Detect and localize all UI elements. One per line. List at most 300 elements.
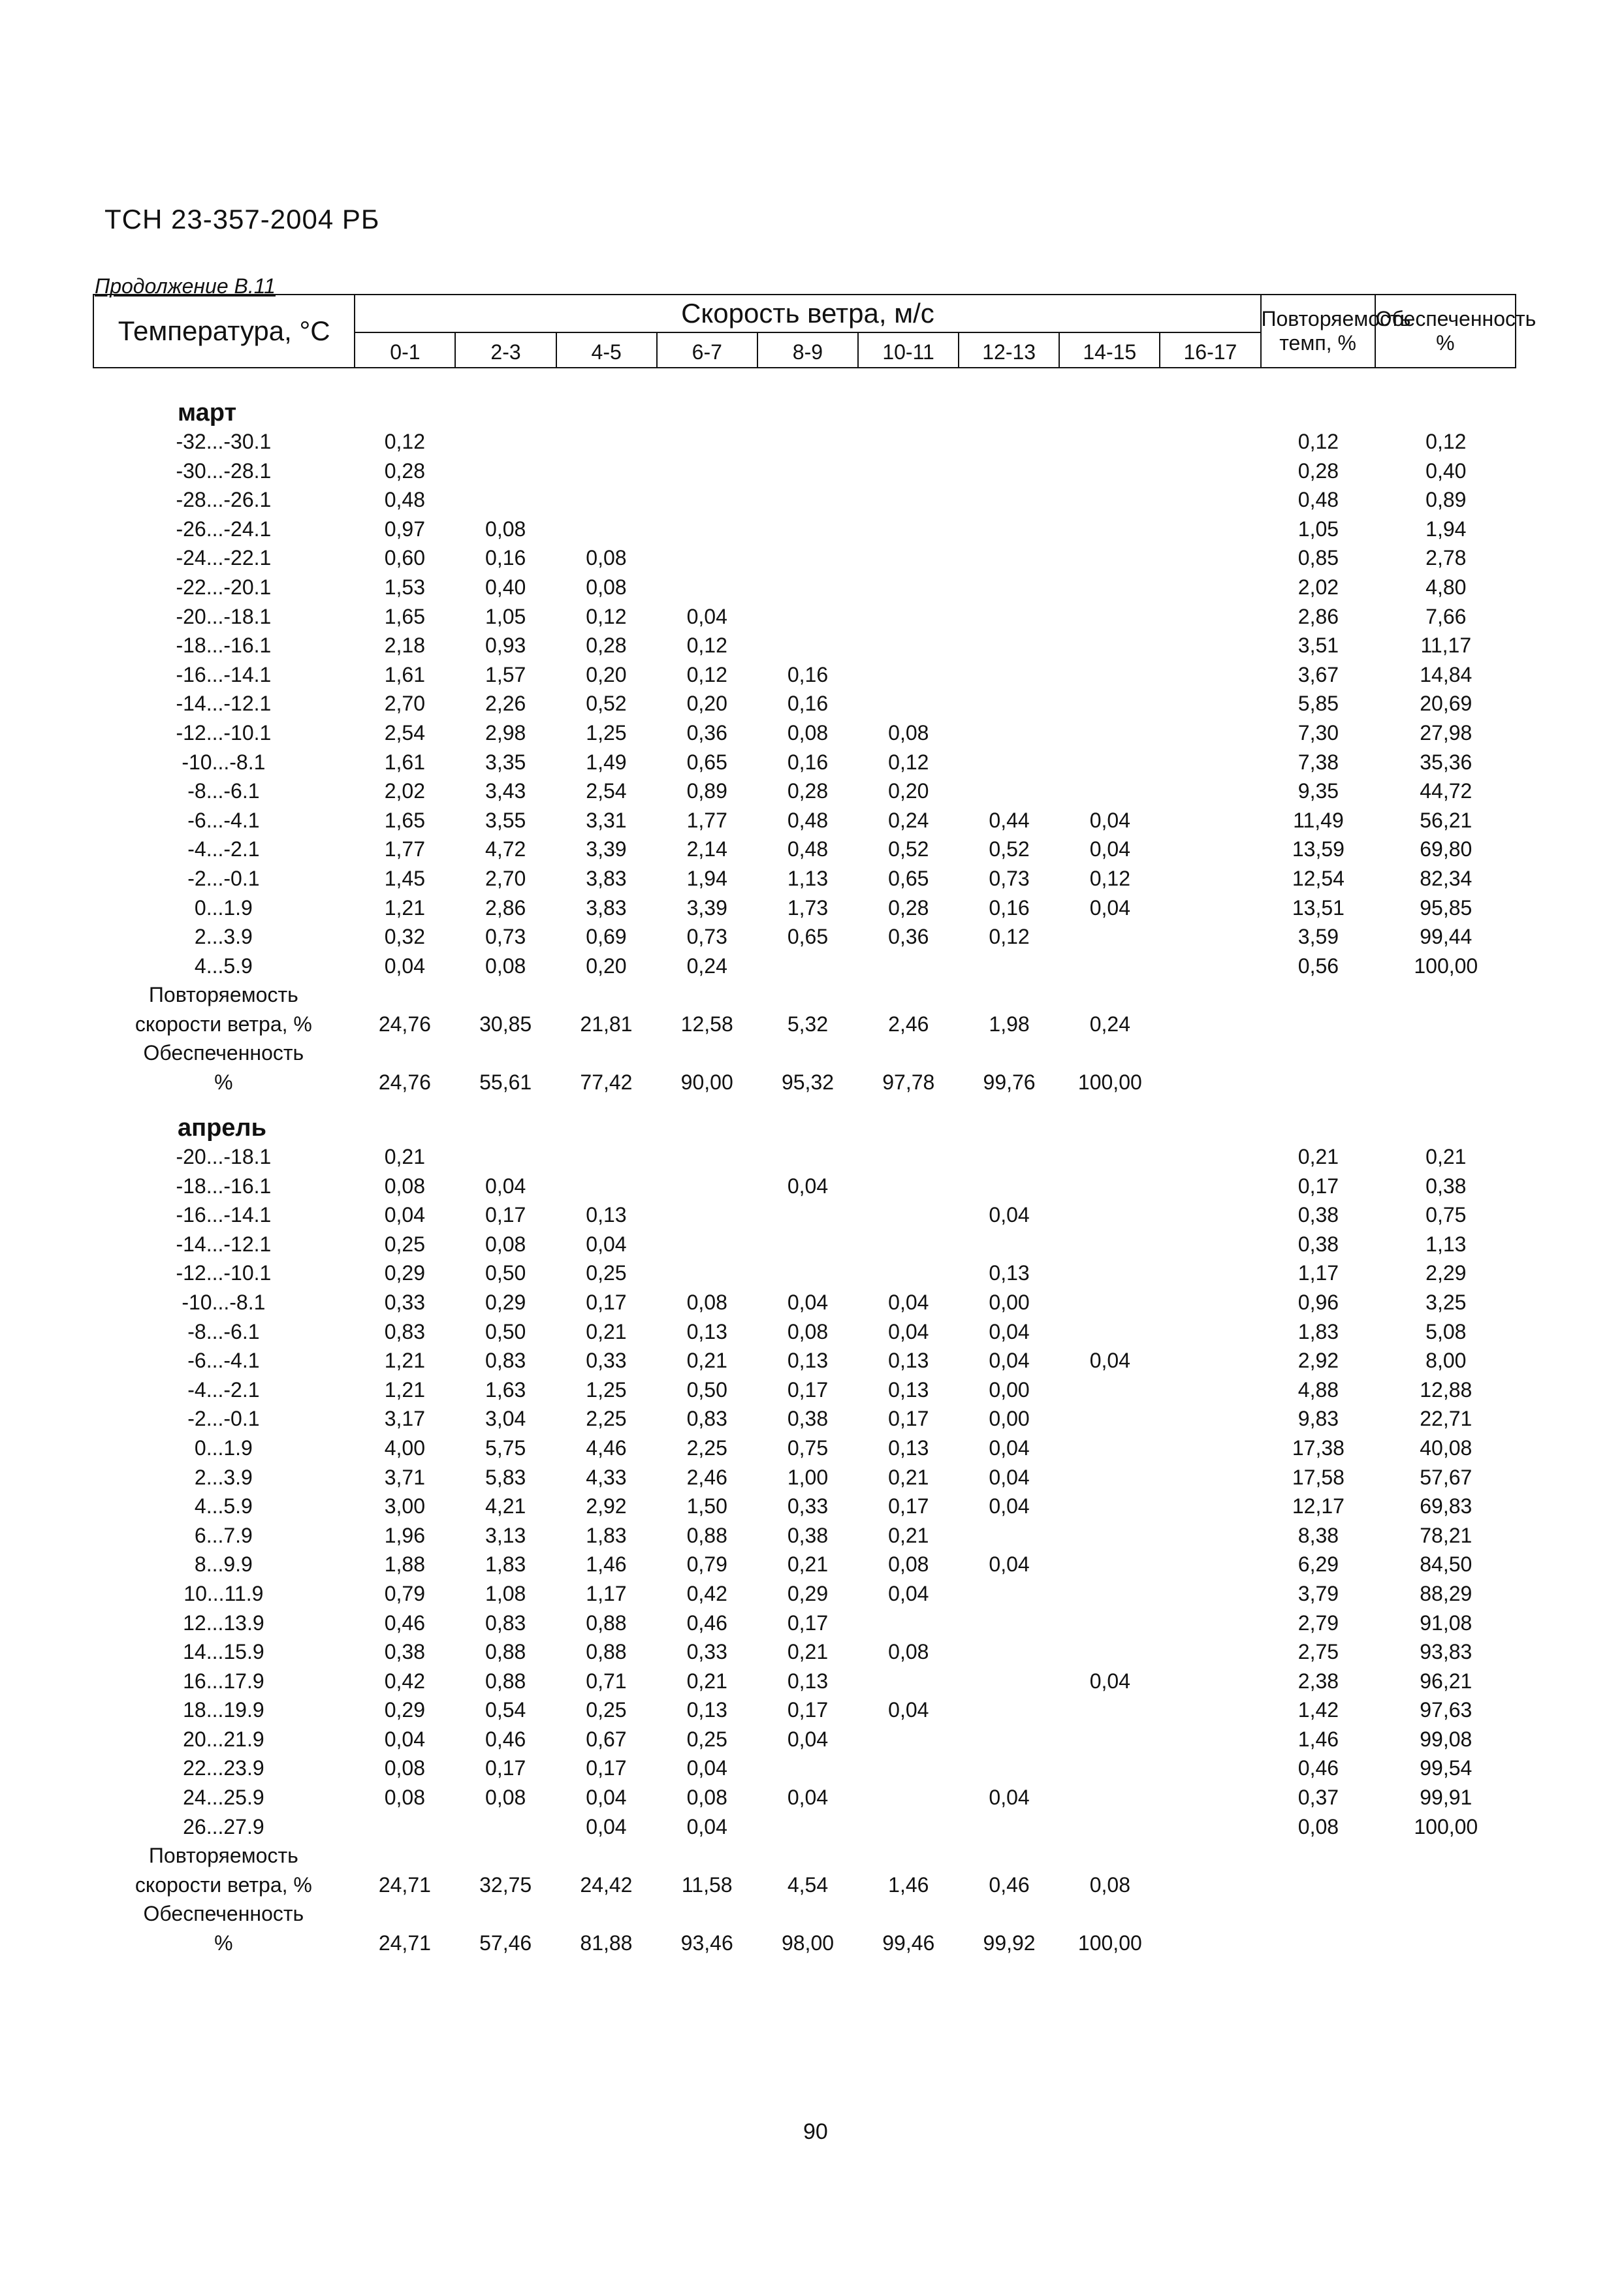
empty-cell xyxy=(1160,1068,1261,1097)
frequency-value xyxy=(858,1259,959,1288)
frequency-value: 0,69 xyxy=(586,925,627,949)
frequency-value xyxy=(858,660,959,690)
frequency-value: 0,46 xyxy=(485,1727,526,1751)
repeat-value: 1,17 xyxy=(1298,1261,1339,1285)
frequency-value: 3,00 xyxy=(384,1494,426,1518)
frequency-value: 0,17 xyxy=(787,1611,829,1635)
frequency-value xyxy=(1060,1200,1160,1230)
frequency-value: 0,38 xyxy=(787,1407,829,1431)
frequency-value xyxy=(455,457,556,486)
frequency-value: 2,46 xyxy=(686,1465,727,1489)
repeat-value: 12,17 xyxy=(1292,1494,1345,1518)
summary-value: 24,76 xyxy=(378,1070,431,1095)
temperature-range: 0...1.9 xyxy=(194,895,253,920)
frequency-value: 0,24 xyxy=(686,954,727,978)
frequency-value: 0,12 xyxy=(586,604,627,628)
repeat-value: 7,30 xyxy=(1298,720,1339,745)
table-row xyxy=(93,1259,1516,1288)
repeat-value: 8,38 xyxy=(1298,1523,1339,1547)
temperature-range: -10...-8.1 xyxy=(182,750,266,774)
frequency-value: 0,12 xyxy=(1089,866,1130,890)
frequency-value: 1,63 xyxy=(485,1377,526,1402)
repeat-value: 2,92 xyxy=(1298,1349,1339,1373)
frequency-value xyxy=(1060,1695,1160,1725)
empty-cell xyxy=(355,1038,455,1068)
frequency-value xyxy=(959,1695,1059,1725)
temperature-header: Температура, °С xyxy=(93,295,355,368)
summary-label: % xyxy=(214,1070,233,1095)
frequency-value: 2,54 xyxy=(586,779,627,803)
frequency-value: 0,08 xyxy=(485,1786,526,1810)
empty-cell xyxy=(1060,980,1160,1010)
frequency-value: 0,16 xyxy=(787,692,829,716)
repeat-value: 1,83 xyxy=(1298,1319,1339,1343)
frequency-value: 1,45 xyxy=(384,866,426,890)
frequency-value: 0,21 xyxy=(787,1552,829,1577)
frequency-value xyxy=(1060,1463,1160,1492)
frequency-value: 0,04 xyxy=(787,1290,829,1314)
frequency-value: 0,04 xyxy=(384,954,426,978)
april-section xyxy=(93,1114,1516,1958)
frequency-value xyxy=(1160,1259,1261,1288)
frequency-value xyxy=(1060,748,1160,777)
table-row xyxy=(93,1463,1516,1492)
table-row xyxy=(93,1695,1516,1725)
frequency-value xyxy=(858,1200,959,1230)
summary-value: 32,75 xyxy=(479,1872,532,1897)
frequency-value: 0,08 xyxy=(888,1552,929,1577)
frequency-value xyxy=(1060,718,1160,748)
speed-range-header: 0-1 xyxy=(355,332,455,368)
frequency-value xyxy=(1160,1434,1261,1463)
supply-value: 99,44 xyxy=(1420,925,1473,949)
frequency-value xyxy=(1060,573,1160,602)
frequency-value xyxy=(1160,1463,1261,1492)
empty-cell xyxy=(556,1899,656,1929)
frequency-value: 0,28 xyxy=(888,895,929,920)
frequency-value: 0,38 xyxy=(787,1523,829,1547)
temperature-range: -12...-10.1 xyxy=(176,1261,272,1285)
frequency-value xyxy=(1160,893,1261,923)
april-summary xyxy=(93,1841,1516,1957)
temperature-range: 8...9.9 xyxy=(194,1552,253,1577)
empty-cell xyxy=(355,980,455,1010)
frequency-value xyxy=(858,515,959,544)
april-table xyxy=(93,1142,1516,1841)
frequency-value xyxy=(757,543,858,573)
frequency-value xyxy=(1060,1404,1160,1434)
frequency-value xyxy=(1160,1317,1261,1347)
frequency-value: 0,65 xyxy=(888,866,929,890)
table-row xyxy=(93,1812,1516,1842)
frequency-value xyxy=(1160,952,1261,981)
summary-label: % xyxy=(214,1931,233,1955)
frequency-value: 0,16 xyxy=(485,546,526,570)
frequency-value: 1,57 xyxy=(485,662,526,686)
empty-cell xyxy=(455,1038,556,1068)
frequency-value: 0,73 xyxy=(989,866,1030,890)
repeat-value: 3,59 xyxy=(1298,925,1339,949)
frequency-value: 0,83 xyxy=(686,1407,727,1431)
frequency-value: 0,17 xyxy=(888,1494,929,1518)
frequency-value xyxy=(959,1230,1059,1259)
summary-value: 57,46 xyxy=(479,1931,532,1955)
frequency-value xyxy=(355,1812,455,1842)
frequency-value: 1,53 xyxy=(384,575,426,599)
empty-cell xyxy=(757,1899,858,1929)
frequency-value: 0,04 xyxy=(1089,895,1130,920)
supply-value: 22,71 xyxy=(1420,1407,1473,1431)
empty-cell xyxy=(1261,1010,1375,1039)
frequency-value: 0,04 xyxy=(989,1319,1030,1343)
frequency-value: 3,43 xyxy=(485,779,526,803)
frequency-value: 0,13 xyxy=(586,1203,627,1227)
frequency-value: 0,21 xyxy=(686,1669,727,1693)
repeat-value: 1,42 xyxy=(1298,1698,1339,1722)
march-section xyxy=(93,398,1516,1097)
frequency-value: 0,33 xyxy=(686,1640,727,1664)
frequency-value: 0,32 xyxy=(384,925,426,949)
table-row xyxy=(93,1288,1516,1317)
frequency-value: 0,21 xyxy=(384,1145,426,1168)
temperature-range: -14...-12.1 xyxy=(176,1232,272,1256)
frequency-value: 0,13 xyxy=(787,1349,829,1373)
repeat-value: 1,46 xyxy=(1298,1727,1339,1751)
frequency-value: 0,04 xyxy=(888,1319,929,1343)
frequency-value: 1,08 xyxy=(485,1581,526,1605)
frequency-value xyxy=(455,1142,556,1172)
supply-value: 57,67 xyxy=(1420,1465,1473,1489)
frequency-value: 0,20 xyxy=(686,692,727,716)
empty-cell xyxy=(1261,1038,1375,1068)
summary-label: скорости ветра, % xyxy=(135,1012,312,1036)
frequency-value: 0,04 xyxy=(1089,1669,1130,1693)
frequency-value: 0,79 xyxy=(384,1581,426,1605)
frequency-value: 0,04 xyxy=(586,1232,627,1256)
summary-value: 1,46 xyxy=(888,1872,929,1897)
repeat-value: 6,29 xyxy=(1298,1552,1339,1577)
frequency-value xyxy=(959,1667,1059,1696)
speed-range-header: 16-17 xyxy=(1160,332,1260,368)
repeat-value: 3,79 xyxy=(1298,1581,1339,1605)
empty-cell xyxy=(1060,1899,1160,1929)
repeat-value: 0,96 xyxy=(1298,1290,1339,1314)
frequency-value: 3,17 xyxy=(384,1407,426,1431)
frequency-value: 0,16 xyxy=(989,895,1030,920)
frequency-value xyxy=(1160,1288,1261,1317)
summary-value: 24,71 xyxy=(378,1872,431,1897)
supply-value: 100,00 xyxy=(1414,1814,1478,1838)
frequency-value xyxy=(1160,1579,1261,1609)
frequency-value: 0,08 xyxy=(787,720,829,745)
frequency-value: 0,04 xyxy=(989,1786,1030,1810)
supply-value: 82,34 xyxy=(1420,866,1473,890)
frequency-value: 1,61 xyxy=(384,662,426,686)
frequency-value: 0,88 xyxy=(586,1611,627,1635)
repeat-value: 5,85 xyxy=(1298,692,1339,716)
frequency-value: 0,65 xyxy=(686,750,727,774)
empty-cell xyxy=(657,980,757,1010)
empty-cell xyxy=(959,1841,1059,1870)
frequency-value xyxy=(1060,427,1160,457)
frequency-value: 0,83 xyxy=(384,1319,426,1343)
temperature-range: -16...-14.1 xyxy=(176,662,272,686)
frequency-value xyxy=(1160,573,1261,602)
frequency-value xyxy=(959,1142,1059,1172)
temperature-range: 10...11.9 xyxy=(183,1581,264,1605)
supply-value: 95,85 xyxy=(1420,895,1473,920)
empty-cell xyxy=(1261,1870,1375,1900)
frequency-value: 0,65 xyxy=(787,925,829,949)
temperature-range: -24...-22.1 xyxy=(176,546,272,570)
frequency-value: 0,50 xyxy=(485,1261,526,1285)
frequency-value: 0,13 xyxy=(888,1377,929,1402)
table-row xyxy=(93,806,1516,835)
repeat-value: 0,37 xyxy=(1298,1786,1339,1810)
speed-range-header: 2-3 xyxy=(455,332,556,368)
frequency-value xyxy=(858,427,959,457)
frequency-value: 1,25 xyxy=(586,1377,627,1402)
temperature-range: -22...-20.1 xyxy=(176,575,272,599)
frequency-value: 2,25 xyxy=(586,1407,627,1431)
frequency-value: 0,73 xyxy=(485,925,526,949)
frequency-value xyxy=(959,1725,1059,1754)
frequency-value xyxy=(1060,1754,1160,1783)
empty-cell xyxy=(1376,1870,1516,1900)
frequency-value xyxy=(1160,1550,1261,1579)
frequency-value xyxy=(1160,689,1261,718)
frequency-value xyxy=(1160,835,1261,864)
table-row xyxy=(93,718,1516,748)
frequency-value: 0,29 xyxy=(384,1698,426,1722)
frequency-value: 0,50 xyxy=(485,1319,526,1343)
frequency-value: 4,21 xyxy=(485,1494,526,1518)
frequency-value: 0,88 xyxy=(485,1669,526,1693)
frequency-value xyxy=(1160,777,1261,806)
temperature-range: 26...27.9 xyxy=(183,1814,264,1838)
frequency-value: 0,67 xyxy=(586,1727,627,1751)
frequency-value xyxy=(1160,1783,1261,1812)
empty-cell xyxy=(959,1899,1059,1929)
repeat-value: 0,85 xyxy=(1298,546,1339,570)
frequency-value: 0,08 xyxy=(485,954,526,978)
frequency-value: 0,20 xyxy=(888,779,929,803)
frequency-value: 0,60 xyxy=(384,546,426,570)
frequency-value: 3,13 xyxy=(485,1523,526,1547)
frequency-value: 1,50 xyxy=(686,1494,727,1518)
frequency-value: 2,70 xyxy=(384,692,426,716)
frequency-value xyxy=(757,631,858,660)
summary-value: 100,00 xyxy=(1077,1931,1142,1955)
supply-value: 0,89 xyxy=(1425,488,1467,512)
table-row xyxy=(93,864,1516,893)
frequency-value: 0,20 xyxy=(586,662,627,686)
frequency-value: 0,04 xyxy=(989,1465,1030,1489)
empty-cell xyxy=(959,980,1059,1010)
frequency-value xyxy=(757,602,858,632)
frequency-value xyxy=(1160,485,1261,515)
frequency-value: 0,04 xyxy=(1089,837,1130,861)
frequency-value: 0,83 xyxy=(485,1611,526,1635)
frequency-value xyxy=(757,1812,858,1842)
frequency-value: 0,04 xyxy=(384,1727,426,1751)
frequency-value xyxy=(657,543,757,573)
frequency-value: 1,46 xyxy=(586,1552,627,1577)
temperature-range: 18...19.9 xyxy=(183,1698,264,1722)
frequency-value: 4,33 xyxy=(586,1465,627,1489)
frequency-value: 0,08 xyxy=(384,1786,426,1810)
frequency-value xyxy=(1160,660,1261,690)
table-row xyxy=(93,1375,1516,1405)
repeat-value: 13,51 xyxy=(1292,895,1345,920)
summary-value: 55,61 xyxy=(479,1070,532,1095)
temperature-range: -2...-0.1 xyxy=(187,866,260,890)
frequency-value: 4,46 xyxy=(586,1436,627,1460)
frequency-value: 0,88 xyxy=(485,1640,526,1664)
frequency-value xyxy=(1060,689,1160,718)
frequency-value: 2,98 xyxy=(485,720,526,745)
summary-value: 24,42 xyxy=(580,1872,633,1897)
frequency-value: 0,12 xyxy=(686,662,727,686)
temperature-range: -12...-10.1 xyxy=(176,720,272,745)
frequency-value: 0,48 xyxy=(787,837,829,861)
repeat-value: 17,58 xyxy=(1292,1465,1345,1489)
frequency-value: 0,08 xyxy=(384,1174,426,1198)
summary-value: 100,00 xyxy=(1077,1070,1142,1095)
table-row xyxy=(93,515,1516,544)
frequency-value: 0,04 xyxy=(888,1581,929,1605)
frequency-value: 3,31 xyxy=(586,808,627,832)
repeat-value: 17,38 xyxy=(1292,1436,1345,1460)
frequency-value xyxy=(858,1783,959,1812)
summary-row xyxy=(93,1899,1516,1929)
repeat-value: 7,38 xyxy=(1298,750,1339,774)
frequency-value: 0,89 xyxy=(686,779,727,803)
frequency-value: 0,24 xyxy=(888,808,929,832)
temperature-range: -8...-6.1 xyxy=(187,1319,260,1343)
frequency-value xyxy=(1060,1550,1160,1579)
frequency-value: 0,17 xyxy=(485,1203,526,1227)
summary-label: Обеспеченность xyxy=(143,1902,304,1926)
frequency-value: 0,29 xyxy=(485,1290,526,1314)
empty-cell xyxy=(757,1038,858,1068)
empty-cell xyxy=(657,1899,757,1929)
frequency-value xyxy=(1060,922,1160,952)
temperature-range: -32...-30.1 xyxy=(176,430,272,453)
frequency-value: 5,83 xyxy=(485,1465,526,1489)
frequency-value xyxy=(1160,602,1261,632)
frequency-value xyxy=(1060,952,1160,981)
table-row xyxy=(93,427,1516,457)
empty-cell xyxy=(1261,1841,1375,1870)
frequency-value xyxy=(858,1754,959,1783)
frequency-value: 0,04 xyxy=(1089,1349,1130,1373)
table-row xyxy=(93,1579,1516,1609)
frequency-value: 1,77 xyxy=(686,808,727,832)
summary-row xyxy=(93,1010,1516,1039)
frequency-value xyxy=(959,543,1059,573)
frequency-value xyxy=(1060,1609,1160,1638)
repeat-value: 13,59 xyxy=(1292,837,1345,861)
wind-speed-header: Скорость ветра, м/с xyxy=(355,295,1260,332)
frequency-value: 3,83 xyxy=(586,895,627,920)
frequency-value: 0,12 xyxy=(888,750,929,774)
empty-cell xyxy=(1160,1929,1261,1958)
temperature-range: -18...-16.1 xyxy=(176,634,272,658)
frequency-value xyxy=(959,660,1059,690)
frequency-value xyxy=(657,515,757,544)
frequency-value: 0,04 xyxy=(989,1203,1030,1227)
temperature-range: -16...-14.1 xyxy=(176,1203,272,1227)
frequency-value: 0,04 xyxy=(586,1814,627,1838)
summary-value: 24,71 xyxy=(378,1931,431,1955)
table-row xyxy=(93,1434,1516,1463)
frequency-value: 0,48 xyxy=(787,808,829,832)
frequency-value xyxy=(556,1142,656,1172)
supply-value: 96,21 xyxy=(1420,1669,1473,1693)
frequency-value xyxy=(657,485,757,515)
supply-value: 56,21 xyxy=(1420,808,1473,832)
frequency-value xyxy=(556,515,656,544)
frequency-value xyxy=(1160,806,1261,835)
table-row xyxy=(93,1521,1516,1550)
frequency-value: 3,83 xyxy=(586,866,627,890)
frequency-value: 0,13 xyxy=(888,1349,929,1373)
month-title: март xyxy=(178,399,237,426)
frequency-value: 3,39 xyxy=(686,895,727,920)
empty-cell xyxy=(1376,1010,1516,1039)
frequency-value xyxy=(858,1725,959,1754)
supply-value: 0,12 xyxy=(1425,430,1467,453)
frequency-value xyxy=(455,427,556,457)
frequency-value: 0,28 xyxy=(586,634,627,658)
temperature-range: 6...7.9 xyxy=(194,1523,253,1547)
frequency-value: 0,17 xyxy=(888,1407,929,1431)
summary-value: 98,00 xyxy=(781,1931,835,1955)
empty-cell xyxy=(1160,1010,1261,1039)
table-row xyxy=(93,893,1516,923)
frequency-value xyxy=(1160,1812,1261,1842)
empty-cell xyxy=(1160,1038,1261,1068)
summary-value: 95,32 xyxy=(781,1070,835,1095)
supply-value: 99,08 xyxy=(1420,1727,1473,1751)
empty-cell xyxy=(1376,980,1516,1010)
frequency-value: 4,72 xyxy=(485,837,526,861)
temperature-range: 4...5.9 xyxy=(194,1494,253,1518)
frequency-value: 3,39 xyxy=(586,837,627,861)
empty-cell xyxy=(556,980,656,1010)
frequency-value xyxy=(1160,1346,1261,1375)
temperature-range: 16...17.9 xyxy=(183,1669,264,1693)
empty-cell xyxy=(858,1841,959,1870)
frequency-value: 1,61 xyxy=(384,750,426,774)
frequency-value: 0,04 xyxy=(586,1786,627,1810)
frequency-value xyxy=(757,1200,858,1230)
table-row xyxy=(93,1492,1516,1521)
frequency-value: 0,42 xyxy=(384,1669,426,1693)
supply-value: 100,00 xyxy=(1414,954,1478,978)
frequency-value: 0,13 xyxy=(686,1698,727,1722)
frequency-value: 0,16 xyxy=(787,662,829,686)
frequency-value xyxy=(1060,1142,1160,1172)
frequency-value: 0,52 xyxy=(586,692,627,716)
frequency-value xyxy=(455,485,556,515)
supply-value: 40,08 xyxy=(1420,1436,1473,1460)
repeat-value: 0,38 xyxy=(1298,1232,1339,1256)
repeat-value: 11,49 xyxy=(1293,808,1344,832)
page-number: 90 xyxy=(803,2119,828,2144)
empty-cell xyxy=(1376,1899,1516,1929)
